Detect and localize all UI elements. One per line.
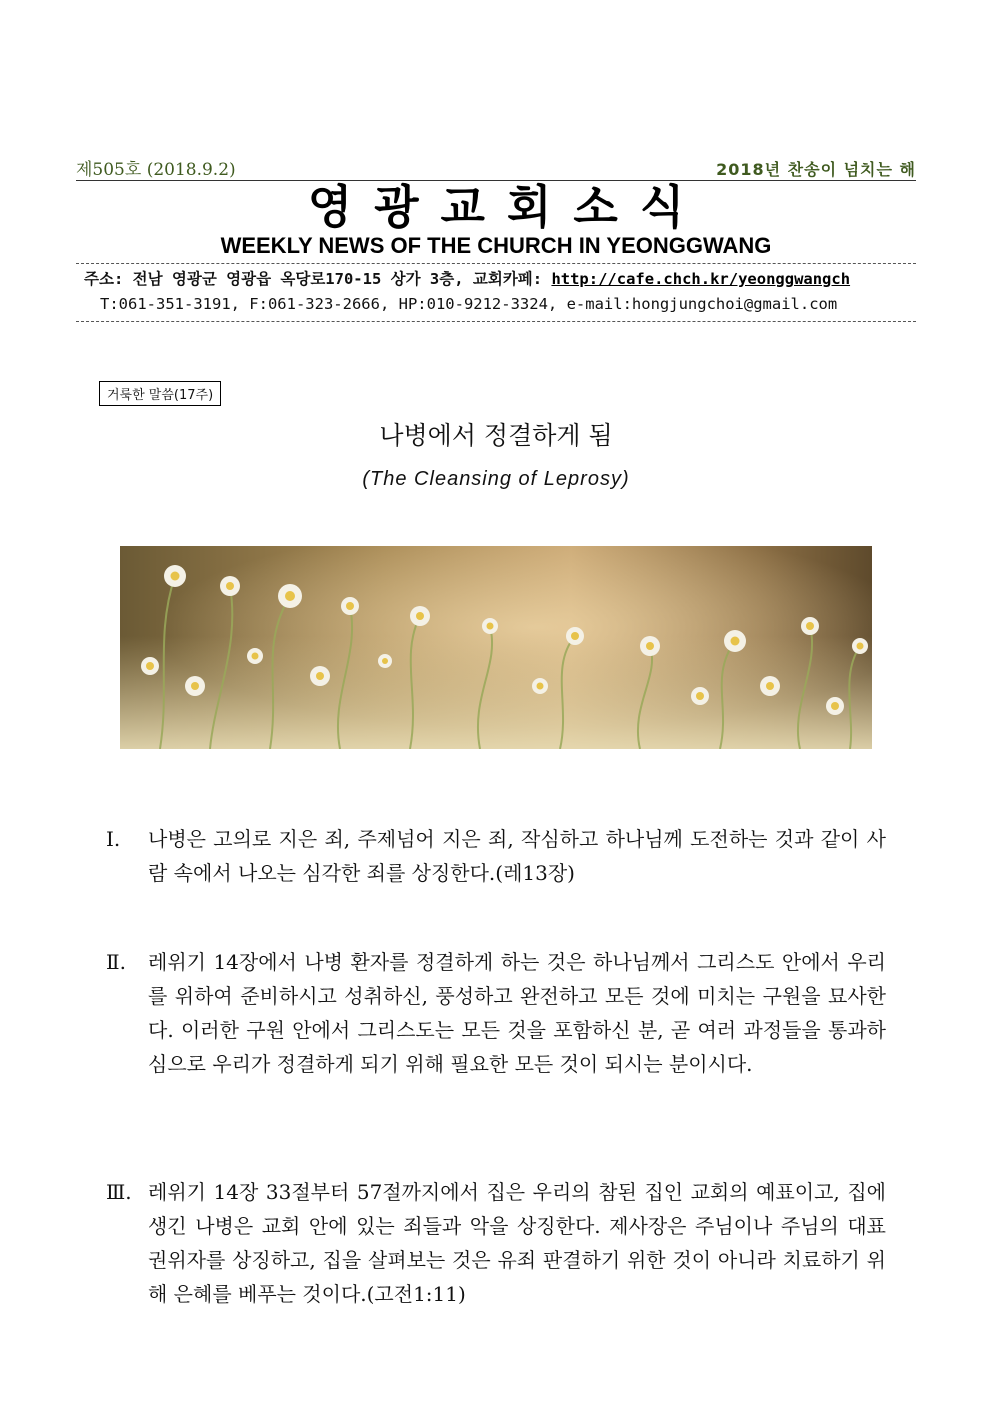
paragraph-1 — [106, 822, 886, 890]
flowers-image — [120, 546, 872, 749]
contact-line: T:061-351-3191, F:061-323-2666, HP:010-9212-3324, e-mail:hongjungchoi@gmail.com — [100, 295, 838, 313]
cafe-link[interactable]: http://cafe.chch.kr/yeonggwangch — [551, 270, 851, 288]
paragraph-2 — [106, 945, 886, 1081]
paragraph-text: 레위기 14장 33절부터 57절까지에서 집은 우리의 참된 집인 교회의 예표이고, 집에 생긴 나병은 교회 안에 있는 죄들과 악을 상징한다. 제사장은 주님이나 주님의 대표 권위자를 상징하고, 집을 살펴보는 것은 유죄 판결하기 위한 것이 아니라 치료하기 위해 은혜를 베푸는 것이다.(고전1:11) — [148, 1180, 886, 1306]
masthead-title: 영광교회소식 — [307, 180, 707, 234]
paragraph-number: Ⅱ. — [106, 950, 126, 974]
paragraph-number: Ⅲ. — [106, 1180, 132, 1204]
yearly-motto: 2018년 찬송이 넘치는 해 — [716, 160, 916, 179]
paragraph-3 — [106, 1175, 886, 1311]
masthead-subtitle: WEEKLY NEWS OF THE CHURCH IN YEONGGWANG — [220, 233, 772, 258]
paragraph-text: 나병은 고의로 지은 죄, 주제넘어 지은 죄, 작심하고 하나님께 도전하는 것과 같이 사람 속에서 나오는 심각한 죄를 상징한다.(레13장) — [148, 827, 886, 885]
article-subtitle-english: (The Cleansing of Leprosy) — [362, 468, 630, 490]
issue-line — [76, 154, 916, 181]
article-title: 나병에서 정결하게 됨 — [379, 421, 613, 450]
paragraph-text: 레위기 14장에서 나병 환자를 정결하게 하는 것은 하나님께서 그리스도 안에서 우리를 위하여 준비하시고 성취하신, 풍성하고 완전하고 모든 것에 미치는 구원을 묘사한다. 이러한 구원 안에서 그리스도는 모든 것을 포함하신 분, 곧 여러 과정들을 통과하심으로 우리가 정결하게 되기 위해 필요한 모든 것이 되시는 분이시다. — [148, 950, 886, 1076]
contact-info — [76, 263, 916, 322]
issue-number: 제505호 (2018.9.2) — [76, 160, 236, 180]
newsletter-header — [76, 154, 916, 322]
address-text: 주소: 전남 영광군 영광읍 옥당로170-15 상가 3층, 교회카페: — [84, 270, 552, 288]
section-tag: 거룩한 말씀(17주) — [99, 381, 221, 406]
address-line — [76, 267, 916, 292]
chamomile-flowers-photo — [120, 546, 872, 749]
paragraph-number: Ⅰ. — [106, 827, 121, 851]
